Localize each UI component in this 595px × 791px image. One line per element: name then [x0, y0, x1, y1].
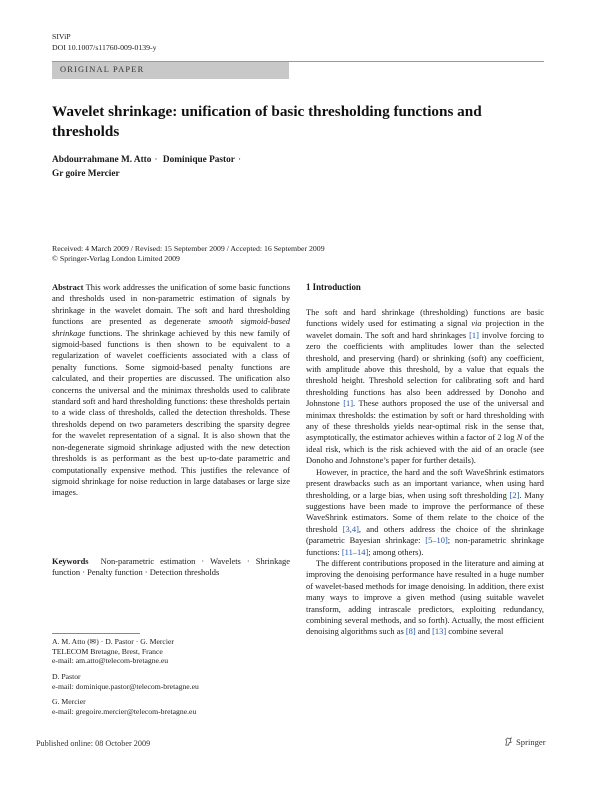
copyright-notice: © Springer-Verlag London Limited 2009 [52, 254, 180, 263]
author-3[interactable]: Gr goire Mercier [52, 168, 120, 179]
abstract-text-a: This work addresses the unification of some basic functions and thresholds used in non-parametric estimation of signals by shrinkage in the wavelet domain. The soft and hard thresholding functions are presented as degenerate [52, 282, 290, 327]
category-label: ORIGINAL PAPER [60, 65, 145, 74]
citation-link[interactable]: [11–14] [341, 546, 369, 557]
keywords-text: Non-parametric estimation · Wavelets · Shrinkage function · Penalty function · Detection thresholds [52, 556, 291, 578]
author-separator: · [154, 155, 158, 165]
affiliation-email[interactable]: e-mail: am.atto@telecom-bretagne.eu [52, 656, 169, 666]
received-dates: Received: 4 March 2009 / Revised: 15 September 2009 / Accepted: 16 September 2009 [52, 244, 325, 253]
affiliation-name: G. Mercier [52, 697, 86, 706]
publisher-logo [504, 737, 546, 747]
affiliation-1 [52, 637, 292, 666]
intro-paragraph-1: The soft and hard shrinkage (thresholding) functions are basic functions widely used for estimating a signal via projection in the wavelet domain. The soft and hard shrinkages [1] involve forcing to zero the coefficients with amplitudes lower than the selected threshold, and preserving (hard) or shrinking (soft) any coefficient, with amplitude above this threshold, by a value that equals the threshold height. Threshold selection for calibrating soft and hard thresholding functions has also been addressed by Donoho and Johnstone [1]. These authors proposed the use of the universal and minimax thresholds: the estimation by soft or hard thresholding with any of these thresholds yields near-optimal risk in the sense that, asymptotically, the estimator achieves within a factor of 2 log N of the ideal risk, which is the risk achieved with the aid of an oracle (see Donoho and Johnstone’s paper for further details). [306, 307, 545, 466]
intro-paragraph-3: The different contributions proposed in the literature and aiming at improving the denoising performance have resulted in a huge number of wavelet-based methods for image denoising. In addition, there exist many ways to improve a given method (using suitable wavelet transform, adding intrascale predictors, exploiting redundancy, combining several methods, and so forth). Actually, the most efficient denoising algorithms such as [8] and [13] combine several [306, 557, 544, 637]
affiliation-email[interactable]: e-mail: gregoire.mercier@telecom-bretagne.eu [52, 706, 197, 716]
abstract-label: Abstract [52, 282, 84, 292]
category-band [52, 62, 289, 79]
keywords-label: Keywords [52, 556, 89, 566]
section-heading: 1 Introduction [306, 282, 361, 292]
citation-link[interactable]: [2] [509, 489, 520, 500]
abstract-text-b: functions. The shrinkage achieved by this new family of sigmoid-based functions is then shown to be equivalent to a regularization of wavelet coefficients associated with a class of penalty functions. Some sigmoid-based penalty functions are calculated, and their properties are discussed. The unification also concerns the universal and the minimax thresholds used to calibrate standard soft and hard thresholding functions: these thresholds pertain to a wide class of thresholds, called the detection thresholds. These thresholds depend on two parameters describing the sparsity degree for the wavelet representation of a signal. It is also shown that the non-degenerate sigmoid shrinkage adjusted with the new detection thresholds is as performant as the best up-to-date parametric and computationally expensive method. This justifies the relevance of sigmoid shrinkage for noise reduction in large databases or large size images. [52, 327, 290, 498]
journal-name: SIViP [52, 32, 71, 41]
author-2[interactable]: Dominique Pastor [162, 155, 235, 165]
citation-link[interactable]: [1] [469, 329, 479, 340]
affiliation-email[interactable]: e-mail: dominique.pastor@telecom-bretagne.eu [52, 681, 199, 691]
intro-paragraph-2: However, in practice, the hard and the soft WaveShrink estimators present drawbacks such as an important variance, when using hard thresholding, or a large bias, when using soft thresholding [2]. Many suggestions have been made to improve the performance of these WaveShrink estimators. Some of them relate to the choice of the threshold [3,4], and others address the choice of the shrinkage (parametric Bayesian shrinkage: [5–10]; non-parametric shrinkage functions: [11–14]; among others). [306, 466, 545, 557]
abstract [52, 282, 290, 499]
citation-link[interactable]: [3,4] [342, 523, 359, 534]
citation-link[interactable]: [1] [343, 398, 354, 409]
affiliation-name: D. Pastor [52, 672, 81, 681]
affiliation-3 [52, 697, 292, 716]
introduction-body [306, 307, 544, 638]
affiliation-authors: A. M. Atto (✉) · D. Pastor · G. Mercier [52, 637, 174, 646]
affiliation-institution: TELECOM Bretagne, Brest, France [52, 646, 163, 656]
paper-title: Wavelet shrinkage: unification of basic thresholding functions and thresholds [52, 103, 482, 140]
footnote-rule [52, 633, 140, 634]
publisher-name: Springer [516, 737, 546, 747]
doi: DOI 10.1007/s11760-009-0139-y [52, 43, 157, 52]
author-1[interactable]: Abdourrahmane M. Atto [52, 155, 152, 165]
published-online: Published online: 08 October 2009 [36, 739, 151, 748]
author-list [52, 154, 472, 181]
keywords [52, 556, 290, 579]
abstract-emphasis: smooth sigmoid-based shrinkage [52, 316, 291, 338]
author-separator: · [237, 155, 242, 165]
affiliation-2 [52, 672, 292, 691]
citation-link[interactable]: [13] [432, 626, 447, 637]
citation-link[interactable]: [8] [405, 626, 416, 637]
citation-link[interactable]: [5–10] [425, 535, 448, 546]
springer-horse-icon [504, 737, 513, 746]
